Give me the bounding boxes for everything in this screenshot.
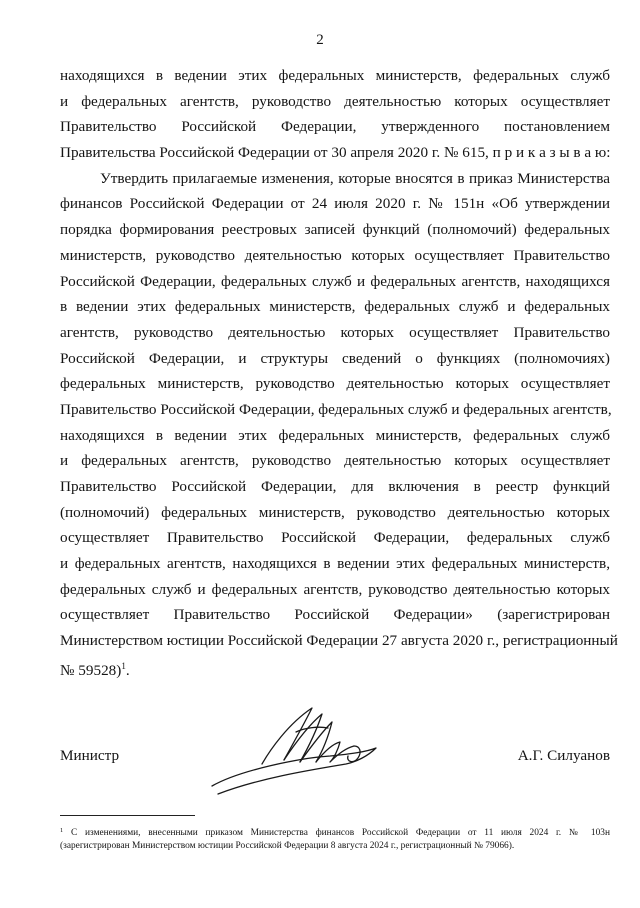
body-line-final [60,654,610,680]
body-line: министерств, руководство деятельностью которых осуществляет Правительство [60,246,610,264]
body-line: Российской Федерации, федеральных служб и федеральных агентств, находящихся [60,272,610,290]
position-label: Министр [60,747,120,764]
body-line: Правительства Российской Федерации от 30 апреля 2020 г. № 615, п р и к а з ы в а ю: [60,144,611,162]
body-line: и федеральных агентств, руководство деятельностью которых осуществляет [60,92,610,110]
page-number: 2 [316,32,324,48]
body-line: находящихся в ведении этих федеральных министерств, федеральных служб [60,426,610,444]
body-line: и федеральных агентств, находящихся в ведении этих федеральных министерств, [60,555,610,573]
body-line: Правительство Российской Федерации, утвержденного постановлением [60,118,610,136]
body-line: федеральных министерств, руководство деятельностью которых осуществляет [60,375,610,393]
body-line: порядка формирования реестровых записей функций (полномочий) федеральных [60,221,610,239]
body-line: Российской Федерации, и структуры сведений о функциях (полномочиях) [60,349,610,367]
body-line: агентств, руководство деятельностью которых осуществляет Правительство [60,323,610,341]
body-line: в ведении этих федеральных министерств, федеральных служб и федеральных [60,298,610,316]
footnote-line [60,823,610,839]
body-line: (полномочий) федеральных министерств, руководство деятельностью которых [60,503,610,521]
body-line: и федеральных агентств, руководство деятельностью которых осуществляет [60,452,610,470]
footnote-reference: 1 [121,660,126,671]
body-line: находящихся в ведении этих федеральных министерств, федеральных служб [60,67,610,84]
footnote-divider [60,815,195,816]
footnote [60,823,610,854]
body-line: Правительство Российской Федерации, для включения в реестр функций [60,478,610,495]
footnote-line: (зарегистрирован Министерством юстиции Российской Федерации 8 августа 2024 г., регистрационный № 79066). [60,840,515,851]
body-line-final-text: № 59528) [60,661,122,679]
body-line: осуществляет Правительство Российской Федерации» (зарегистрирован [60,606,610,624]
footnote-marker: 1 [60,827,64,834]
body-line: Министерством юстиции Российской Федерации 27 августа 2020 г., регистрационный [60,632,618,650]
body-text [60,63,618,680]
signature-block [60,745,610,775]
body-line: Утвердить прилагаемые изменения, которые вносятся в приказ Министерства [100,169,610,187]
footnote-line-text: С изменениями, внесенными приказом Министерства финансов Российской Федерации от 11 июля 2024 г. № 103н [71,828,611,838]
body-line: осуществляет Правительство Российской Федерации, федеральных служб [60,529,610,547]
closing-period: . [125,661,130,679]
body-line: федеральных служб и федеральных агентств, руководство деятельностью которых [60,580,610,598]
body-line: финансов Российской Федерации от 24 июля 2020 г. № 151н «Об утверждении [60,195,610,213]
body-line: Правительство Российской Федерации, федеральных служб и федеральных агентств, [60,400,612,418]
signer-name: А.Г. Силуанов [517,747,610,764]
